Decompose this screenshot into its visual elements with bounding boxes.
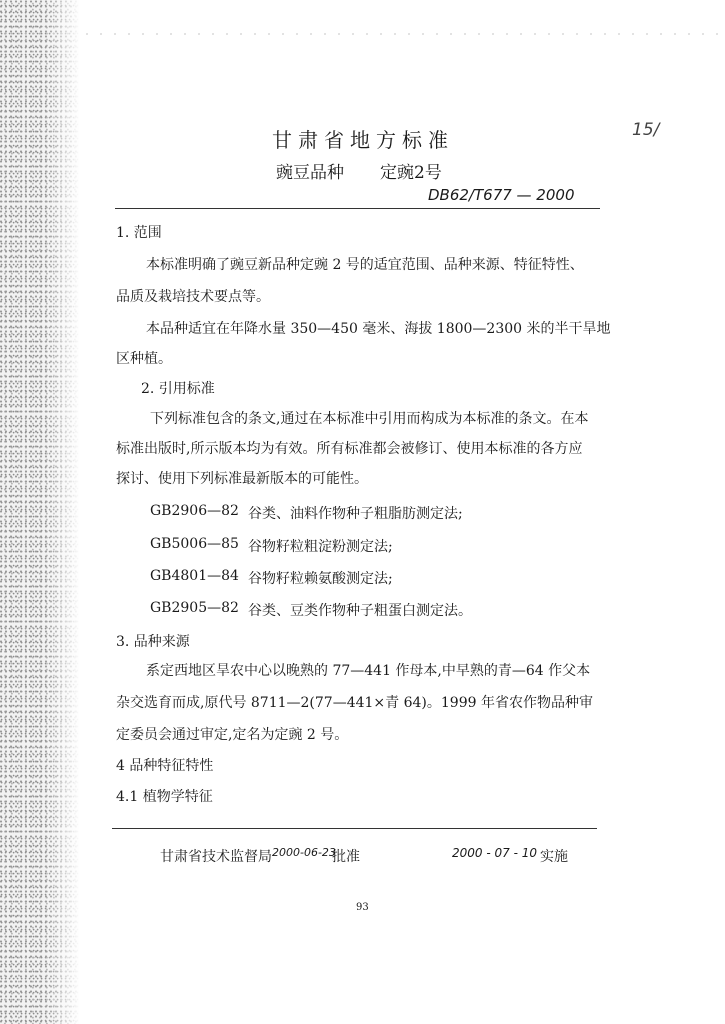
reference-code: GB4801—84: [150, 568, 239, 584]
standard-code: DB62/T677 — 2000: [428, 186, 575, 204]
section-heading: 4 品种特征特性: [116, 758, 214, 774]
header-rule: [115, 208, 600, 209]
paragraph-line: 系定西地区旱农中心以晚熟的 77—441 作母本,中早熟的青—64 作父本: [146, 663, 591, 679]
paragraph-line: 本标准明确了豌豆新品种定豌 2 号的适宜范围、品种来源、特征特性、: [146, 257, 584, 273]
doc-title: 甘肃省地方标准: [272, 128, 454, 152]
page-number: 93: [356, 902, 369, 913]
implementation-label: 实施: [540, 849, 568, 865]
section-heading: 1. 范围: [116, 225, 162, 241]
paragraph-line: 标准出版时,所示版本均为有效。所有标准都会被修订、使用本标准的各方应: [116, 441, 583, 457]
reference-code: GB2906—82: [150, 503, 239, 519]
approval-org: 甘肃省技术监督局: [160, 849, 272, 865]
approval-date: 2000-06-23: [272, 846, 336, 859]
footer-rule: [112, 828, 597, 829]
section-heading: 3. 品种来源: [116, 634, 190, 650]
reference-code: GB2905—82: [150, 600, 239, 616]
paragraph-line: 区种植。: [116, 351, 172, 367]
reference-title: 谷物籽粒粗淀粉测定法;: [248, 539, 393, 555]
doc-subtitle-name: 豌豆品种: [276, 163, 344, 183]
reference-code: GB5006—85: [150, 536, 239, 552]
implementation-date: 2000 - 07 - 10: [452, 846, 537, 860]
paragraph-line: 探讨、使用下列标准最新版本的可能性。: [116, 471, 368, 487]
subsection-heading: 4.1 植物学特征: [116, 789, 213, 805]
corner-mark: 15/: [632, 120, 660, 140]
scan-binding-edge: [0, 0, 80, 1024]
paragraph-line: 下列标准包含的条文,通过在本标准中引用而构成为本标准的条文。在本: [150, 411, 589, 427]
paragraph-line: 本品种适宜在年降水量 350—450 毫米、海拔 1800—2300 米的半干旱地: [146, 321, 611, 337]
paragraph-line: 定委员会通过审定,定名为定豌 2 号。: [116, 727, 349, 743]
paragraph-line: 杂交选育而成,原代号 8711—2(77—441×青 64)。1999 年省农作物品种审: [116, 695, 593, 711]
doc-subtitle-variety: 定豌2号: [380, 163, 442, 183]
reference-title: 谷类、油料作物种子粗脂肪测定法;: [248, 506, 463, 522]
reference-title: 谷物籽粒赖氨酸测定法;: [248, 571, 393, 587]
reference-title: 谷类、豆类作物种子粗蛋白测定法。: [248, 603, 472, 619]
approval-label: 批准: [332, 849, 360, 865]
section-heading: 2. 引用标准: [141, 381, 215, 397]
scan-dots: [80, 30, 725, 38]
paragraph-line: 品质及栽培技术要点等。: [116, 289, 270, 305]
